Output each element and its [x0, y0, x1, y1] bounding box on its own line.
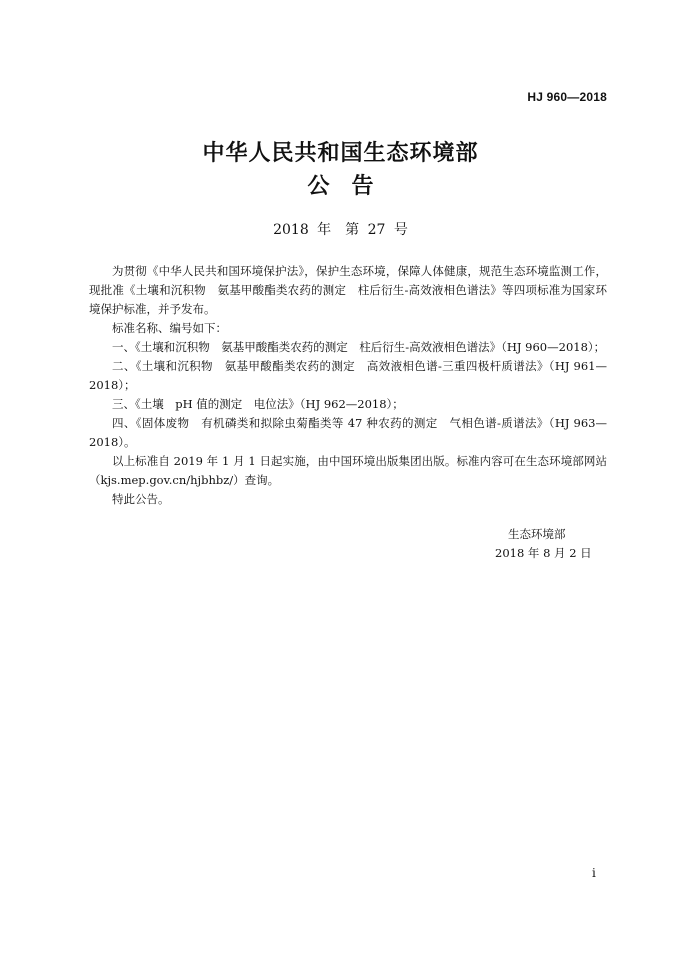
announcement-title: 公告: [307, 174, 396, 199]
standard-item-2: 二、《土壤和沉积物 氨基甲酸酯类农药的测定 高效液相色谱-三重四极杆质谱法》（HJ 961—2018）；: [89, 359, 607, 392]
signature-block: [478, 525, 608, 563]
closing-paragraph: 特此公告。: [112, 492, 170, 506]
signature-date: 2018 年 8 月 2 日: [495, 546, 592, 560]
implementation-paragraph: 以上标准自 2019 年 1 月 1 日起实施，由中国环境出版集团出版。标准内容可在生态环境部网站（kjs.mep.gov.cn/hjbhbz/）查询。: [89, 454, 607, 487]
intro-paragraph: 为贯彻《中华人民共和国环境保护法》，保护生态环境，保障人体健康，规范生态环境监测工作，现批准《土壤和沉积物 氨基甲酸酯类农药的测定 柱后衍生-高效液相色谱法》等四项标准为国家环境保护标准，并予发布。: [89, 264, 607, 316]
issue-number: 2018 年 第 27 号: [273, 222, 408, 238]
standard-item-3: 三、《土壤 pH 值的测定 电位法》（HJ 962—2018）；: [112, 397, 404, 411]
announcement-body: [89, 262, 607, 509]
signature-organization: 生态环境部: [508, 527, 566, 541]
standard-item-4: 四、《固体废物 有机磷类和拟除虫菊酯类等 47 种农药的测定 气相色谱-质谱法》（HJ 963—2018）。: [89, 416, 607, 449]
page-number: i: [592, 866, 596, 880]
standards-list-heading: 标准名称、编号如下：: [112, 321, 227, 335]
standard-item-1: 一、《土壤和沉积物 氨基甲酸酯类农药的测定 柱后衍生-高效液相色谱法》（HJ 960—2018）；: [112, 340, 606, 354]
standard-code: HJ 960—2018: [527, 90, 607, 104]
ministry-title: 中华人民共和国生态环境部: [202, 141, 479, 166]
